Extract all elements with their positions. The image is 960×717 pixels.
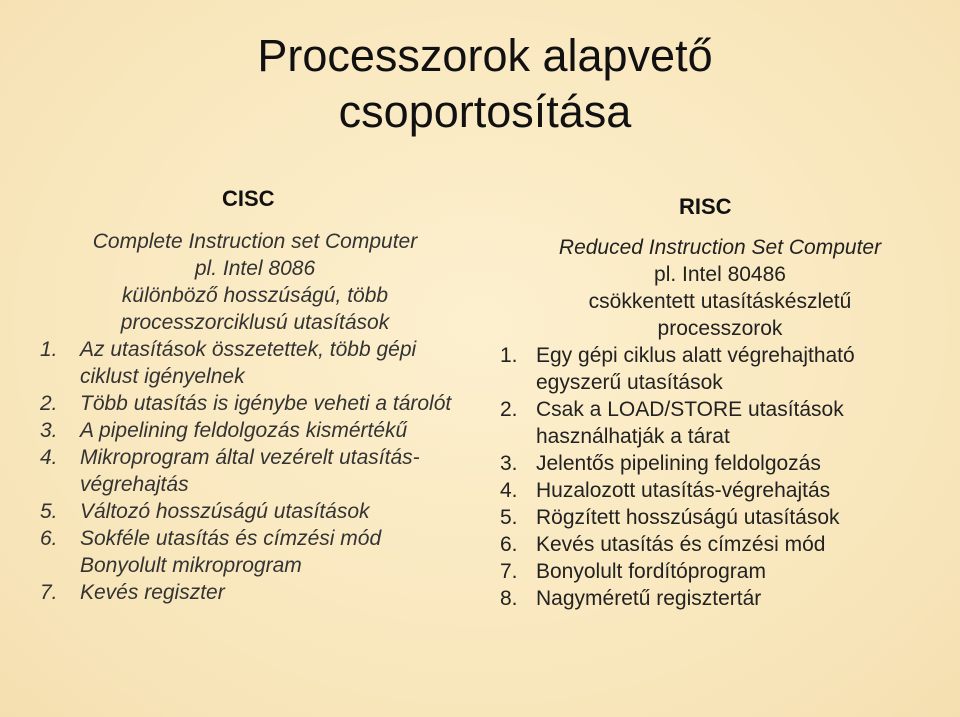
risc-desc-2: processzorok [657, 317, 783, 340]
risc-intro [500, 234, 940, 342]
list-item [500, 558, 940, 585]
slide-title [190, 28, 780, 140]
item-text: Kevés utasítás és címzési mód [536, 533, 826, 556]
risc-heading: RISC [679, 194, 732, 219]
item-number: 4. [40, 446, 58, 469]
item-text: Több utasítás is igénybe veheti a tárolót [80, 392, 452, 415]
item-text: A pipelining feldolgozás kismértékű [80, 419, 408, 442]
item-text: Sokféle utasítás és címzési mód [80, 527, 382, 550]
item-number: 5. [40, 500, 58, 523]
item-number: 6. [40, 527, 58, 550]
list-item [500, 450, 940, 477]
risc-example: pl. Intel 80486 [654, 263, 786, 286]
item-number: 8. [500, 587, 518, 610]
cisc-desc-1: különböző hosszúságú, több [121, 284, 389, 307]
item-text: Csak a LOAD/STORE utasítások használhatják a tárat [536, 398, 844, 448]
cisc-column [30, 228, 480, 606]
list-item [500, 504, 940, 531]
item-number: 6. [500, 533, 518, 556]
item-number: 7. [500, 560, 518, 583]
cisc-extra-line: Bonyolult mikroprogram [80, 554, 302, 577]
list-item [500, 585, 940, 612]
item-text: Jelentős pipelining feldolgozás [536, 452, 821, 475]
cisc-intro [30, 228, 480, 336]
item-text: Mikroprogram által vezérelt utasítás-végrehajtás [80, 446, 420, 496]
cisc-heading: CISC [222, 186, 275, 211]
item-number: 4. [500, 479, 518, 502]
risc-column [500, 234, 940, 612]
risc-list [500, 342, 940, 612]
item-number: 5. [500, 506, 518, 529]
item-text: Bonyolult fordítóprogram [536, 560, 766, 583]
list-item [30, 444, 480, 498]
cisc-example: pl. Intel 8086 [194, 257, 316, 280]
item-number: 7. [40, 581, 58, 604]
title-line-2: csoportosítása [338, 86, 632, 137]
list-item [500, 396, 940, 450]
list-item [500, 477, 940, 504]
cisc-list-last [30, 579, 480, 606]
item-text: Nagyméretű regisztertár [536, 587, 762, 610]
list-item [30, 390, 480, 417]
list-item [30, 336, 480, 390]
list-item [30, 525, 480, 552]
item-text: Változó hosszúságú utasítások [80, 500, 370, 523]
item-number: 2. [500, 398, 518, 421]
list-item [30, 498, 480, 525]
item-text: Huzalozott utasítás-végrehajtás [536, 479, 831, 502]
list-item [30, 417, 480, 444]
item-number: 2. [40, 392, 58, 415]
item-text: Az utasítások összetettek, több gépi ciklust igényelnek [80, 338, 417, 388]
item-text: Egy gépi ciklus alatt végrehajtható egyszerű utasítások [536, 344, 855, 394]
cisc-desc-2: processzorciklusú utasítások [120, 311, 390, 334]
item-number: 3. [40, 419, 58, 442]
risc-subtitle: Reduced Instruction Set Computer [558, 236, 882, 259]
item-number: 1. [40, 338, 58, 361]
item-number: 1. [500, 344, 518, 367]
list-item [30, 579, 480, 606]
list-item [500, 342, 940, 396]
cisc-subtitle: Complete Instruction set Computer [92, 230, 418, 253]
title-line-1: Processzorok alapvető [257, 30, 713, 81]
list-item [500, 531, 940, 558]
risc-desc-1: csökkentett utasításkészletű [588, 290, 852, 313]
item-text: Kevés regiszter [80, 581, 225, 604]
item-number: 3. [500, 452, 518, 475]
cisc-list [30, 336, 480, 552]
item-text: Rögzített hosszúságú utasítások [536, 506, 840, 529]
